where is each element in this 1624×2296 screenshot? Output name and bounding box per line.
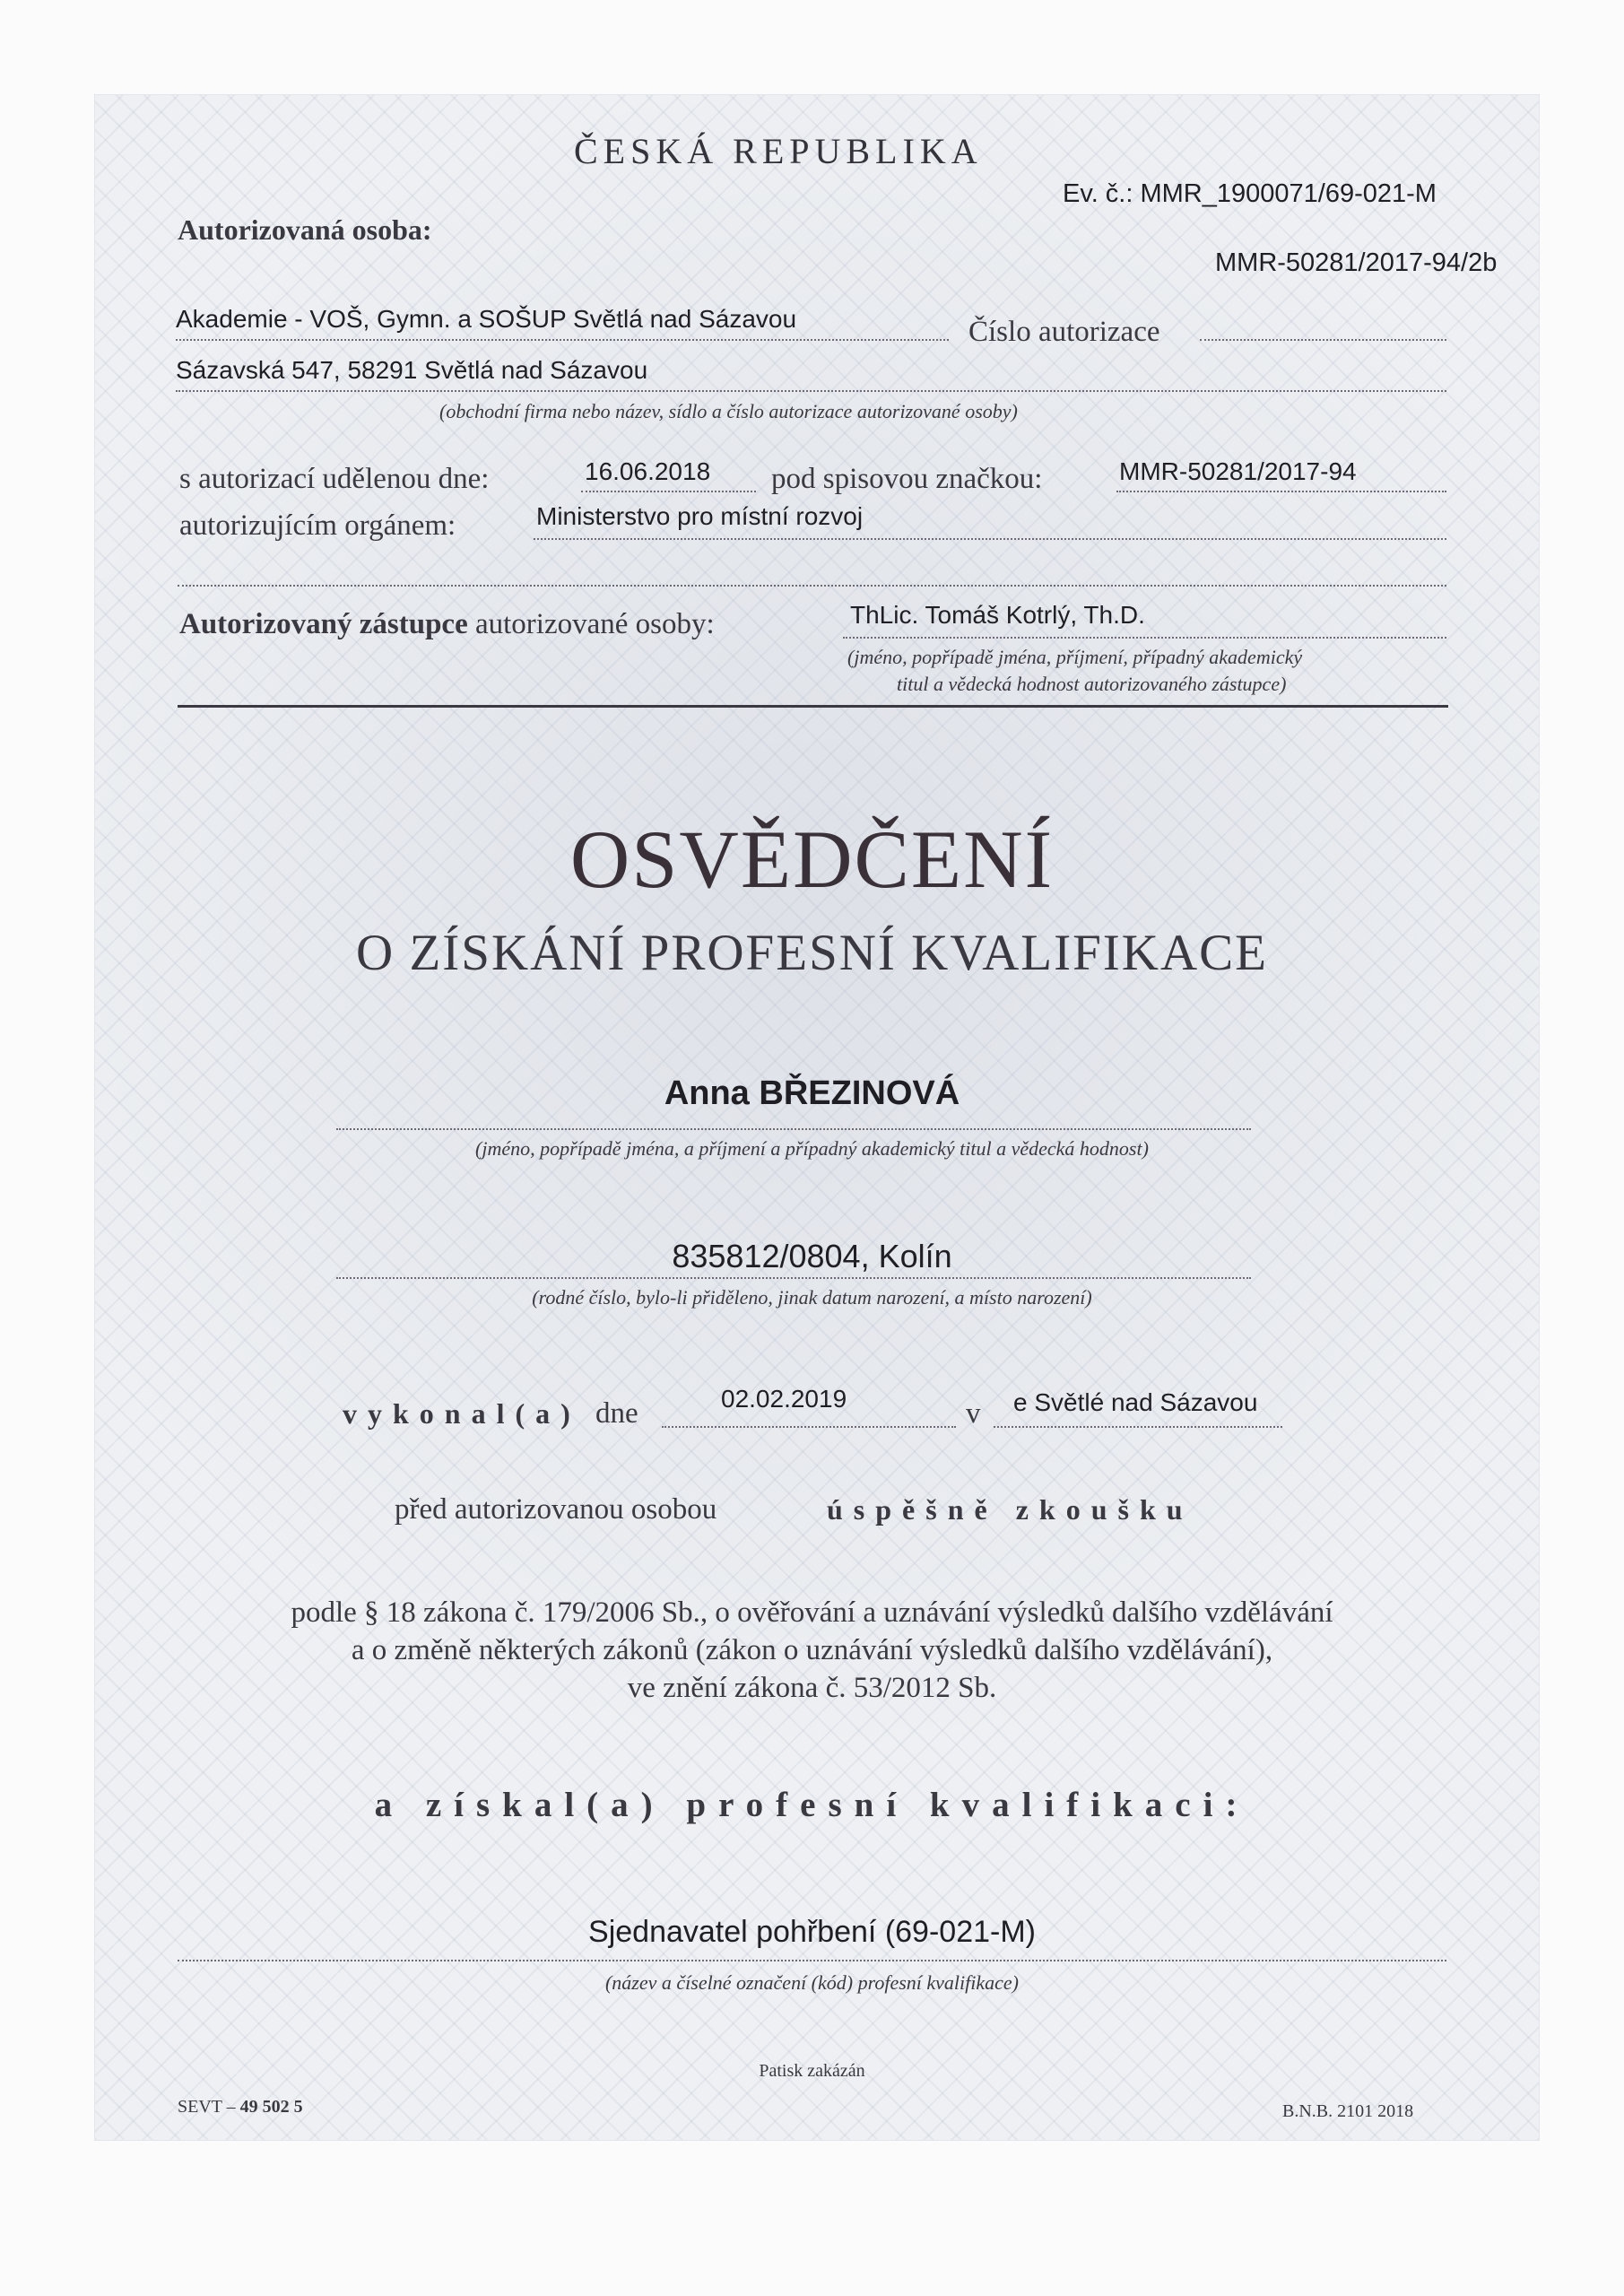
representative-label	[179, 608, 715, 641]
birth-data: 835812/0804, Kolín	[672, 1238, 952, 1274]
authority-name: Ministerstvo pro místní rozvoj	[536, 502, 864, 530]
bnb-code: B.N.B. 2101 2018	[1282, 2101, 1414, 2121]
representative-line	[843, 637, 1446, 639]
holder-name-caption: (jméno, popřípadě jména, a příjmení a případný akademický titul a vědecká hodnost)	[475, 1137, 1149, 1160]
performed-label: vykonal(a)	[343, 1397, 581, 1430]
exam-date-line	[662, 1426, 956, 1428]
reprint-notice: Patisk zakázán	[759, 2061, 865, 2081]
sevt-number: 49 502 5	[239, 2097, 303, 2117]
qualification-acquired-label: a získal(a) profesní kvalifikaci:	[374, 1786, 1250, 1824]
birth-data-caption: (rodné číslo, bylo-li přiděleno, jinak datum narození, a místo narození)	[532, 1286, 1092, 1309]
file-number-line	[1116, 491, 1446, 492]
before-authorized-person: před autorizovanou osobou	[395, 1493, 717, 1526]
exam-place-line	[994, 1426, 1282, 1428]
header-divider	[178, 705, 1448, 708]
organization-name: Akademie - VOŠ, Gymn. a SOŠUP Světlá nad Sázavou	[176, 305, 797, 333]
certificate-subtitle: O ZÍSKÁNÍ PROFESNÍ KVALIFIKACE	[356, 925, 1268, 981]
exam-place: e Světlé nad Sázavou	[1013, 1388, 1258, 1416]
organization-caption: (obchodní firma nebo název, sídlo a číslo autorizace autorizované osoby)	[439, 400, 1018, 422]
granted-date: 16.06.2018	[585, 457, 711, 485]
file-number-label: pod spisovou značkou:	[771, 463, 1043, 495]
certificate-title: OSVĚDČENÍ	[569, 813, 1055, 905]
qualification-line	[178, 1960, 1446, 1961]
legal-line-3: ve znění zákona č. 53/2012 Sb.	[627, 1672, 997, 1704]
representative-label-rest: autorizované osoby:	[474, 608, 715, 640]
authorization-code: MMR-50281/2017-94/2b	[1215, 248, 1498, 277]
evidence-number: Ev. č.: MMR_1900071/69-021-M	[1063, 179, 1437, 208]
sevt-code	[178, 2097, 303, 2118]
legal-line-1: podle § 18 zákona č. 179/2006 Sb., o ověřování a uznávání výsledků dalšího vzdělávání	[291, 1596, 1333, 1629]
granted-date-line	[581, 491, 756, 492]
org-address-line	[176, 390, 1446, 392]
legal-line-2: a o změně některých zákonů (zákon o uznávání výsledků dalšího vzdělávání),	[351, 1634, 1273, 1666]
organization-address: Sázavská 547, 58291 Světlá nad Sázavou	[176, 356, 648, 384]
exam-place-label: v	[966, 1397, 981, 1430]
authorized-person-label: Autorizovaná osoba:	[178, 213, 432, 246]
org-name-line	[176, 339, 949, 341]
qualification-caption: (název a číselné označení (kód) profesní kvalifikace)	[604, 1971, 1019, 1994]
authority-label: autorizujícím orgánem:	[179, 509, 456, 542]
sevt-prefix: SEVT –	[178, 2097, 236, 2117]
qualification-name: Sjednavatel pohřbení (69-021-M)	[588, 1915, 1036, 1949]
holder-name-line	[336, 1128, 1251, 1130]
authority-line	[534, 538, 1446, 540]
representative-caption-2: titul a vědecká hodnost autorizovaného zástupce)	[897, 673, 1287, 695]
success-exam: úspěšně zkoušku	[827, 1493, 1194, 1526]
authorization-number-label: Číslo autorizace	[968, 316, 1160, 348]
holder-name: Anna BŘEZINOVÁ	[664, 1074, 960, 1112]
birth-data-line	[336, 1277, 1251, 1279]
file-number: MMR-50281/2017-94	[1119, 457, 1357, 485]
granted-label: s autorizací udělenou dne:	[179, 463, 490, 495]
exam-day-label: dne	[595, 1397, 638, 1430]
authorization-number-line	[1200, 339, 1446, 341]
representative-label-bold: Autorizovaný zástupce	[179, 608, 468, 640]
representative-caption-1: (jméno, popřípadě jména, příjmení, případný akademický	[847, 646, 1303, 668]
exam-date: 02.02.2019	[721, 1385, 847, 1413]
blank-line	[178, 585, 1446, 587]
country-heading: ČESKÁ REPUBLIKA	[574, 131, 983, 171]
representative-name: ThLic. Tomáš Kotrlý, Th.D.	[850, 601, 1145, 629]
